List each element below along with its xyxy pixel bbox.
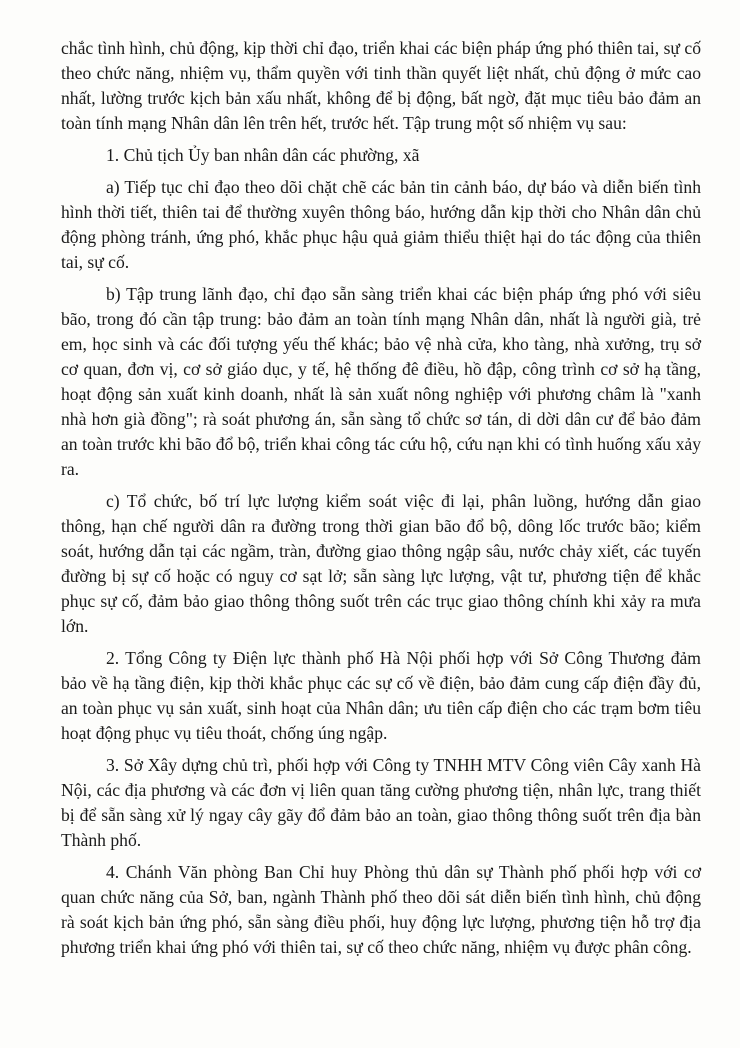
paragraph-1a: a) Tiếp tục chỉ đạo theo dõi chặt chẽ các bản tin cảnh báo, dự báo và diễn biến tình hình thời tiết, thiên tai để thường xuyên thông báo, hướng dẫn kịp thời cho Nhân dân chủ động phòng tránh, ứng phó, khắc phục hậu quả giảm thiểu thiệt hại do tác động của thiên tai, sự cố. xyxy=(61,177,701,272)
paragraph-continued: chắc tình hình, chủ động, kịp thời chỉ đạo, triển khai các biện pháp ứng phó thiên tai, sự cố theo chức năng, nhiệm vụ, thẩm quyền với tinh thần quyết liệt nhất, chủ động ở mức cao nhất, lường trước kịch bản xấu nhất, không để bị động, bất ngờ, đặt mục tiêu bảo đảm an toàn tính mạng Nhân dân lên trên hết, trước hết. Tập trung một số nhiệm vụ sau: xyxy=(61,38,701,133)
paragraph-1b: b) Tập trung lãnh đạo, chỉ đạo sẵn sàng triển khai các biện pháp ứng phó với siêu bão, trong đó cần tập trung: bảo đảm an toàn tính mạng Nhân dân, nhất là người già, trẻ em, học sinh và các đối tượng yếu thế khác; bảo vệ nhà cửa, kho tàng, nhà xưởng, trụ sở cơ quan, đơn vị, cơ sở giáo dục, y tế, hệ thống đê điều, hồ đập, công trình cơ sở hạ tầng, hoạt động sản xuất kinh doanh, nhất là sản xuất nông nghiệp với phương châm là "xanh nhà hơn già đồng"; rà soát phương án, sẵn sàng tổ chức sơ tán, di dời dân cư để bảo đảm an toàn trước khi bão đổ bộ, triển khai công tác cứu hộ, cứu nạn khi có tình huống xấu xảy ra. xyxy=(61,284,701,479)
paragraph-3: 3. Sở Xây dựng chủ trì, phối hợp với Công ty TNHH MTV Công viên Cây xanh Hà Nội, các địa phương và các đơn vị liên quan tăng cường phương tiện, nhân lực, trang thiết bị để sẵn sàng xử lý ngay cây gãy đổ đảm bảo an toàn, giao thông thông suốt trên địa bàn Thành phố. xyxy=(61,755,701,850)
section-heading-1: 1. Chủ tịch Ủy ban nhân dân các phường, xã xyxy=(106,145,420,165)
paragraph-2: 2. Tổng Công ty Điện lực thành phố Hà Nội phối hợp với Sở Công Thương đảm bảo về hạ tầng điện, kịp thời khắc phục các sự cố về điện, bảo đảm cung cấp điện đầy đủ, an toàn phục vụ sản xuất, sinh hoạt của Nhân dân; ưu tiên cấp điện cho các trạm bơm tiêu hoạt động phục vụ tiêu thoát, chống úng ngập. xyxy=(61,648,701,743)
paragraph-4: 4. Chánh Văn phòng Ban Chỉ huy Phòng thủ dân sự Thành phố phối hợp với cơ quan chức năng của Sở, ban, ngành Thành phố theo dõi sát diễn biến tình hình, chủ động rà soát kịch bản ứng phó, sẵn sàng điều phối, huy động lực lượng, phương tiện hỗ trợ địa phương triển khai ứng phó với thiên tai, sự cố theo chức năng, nhiệm vụ được phân công. xyxy=(61,862,701,957)
paragraph-1c: c) Tổ chức, bố trí lực lượng kiểm soát việc đi lại, phân luồng, hướng dẫn giao thông, hạn chế người dân ra đường trong thời gian bão đổ bộ, dông lốc trước bão; kiểm soát, hướng dẫn tại các ngầm, tràn, đường giao thông ngập sâu, nước chảy xiết, các tuyến đường bị sự cố hoặc có nguy cơ sạt lở; sẵn sàng lực lượng, vật tư, phương tiện để khắc phục sự cố, đảm bảo giao thông thông suốt trên các trục giao thông chính khi xảy ra mưa lớn. xyxy=(61,491,701,636)
